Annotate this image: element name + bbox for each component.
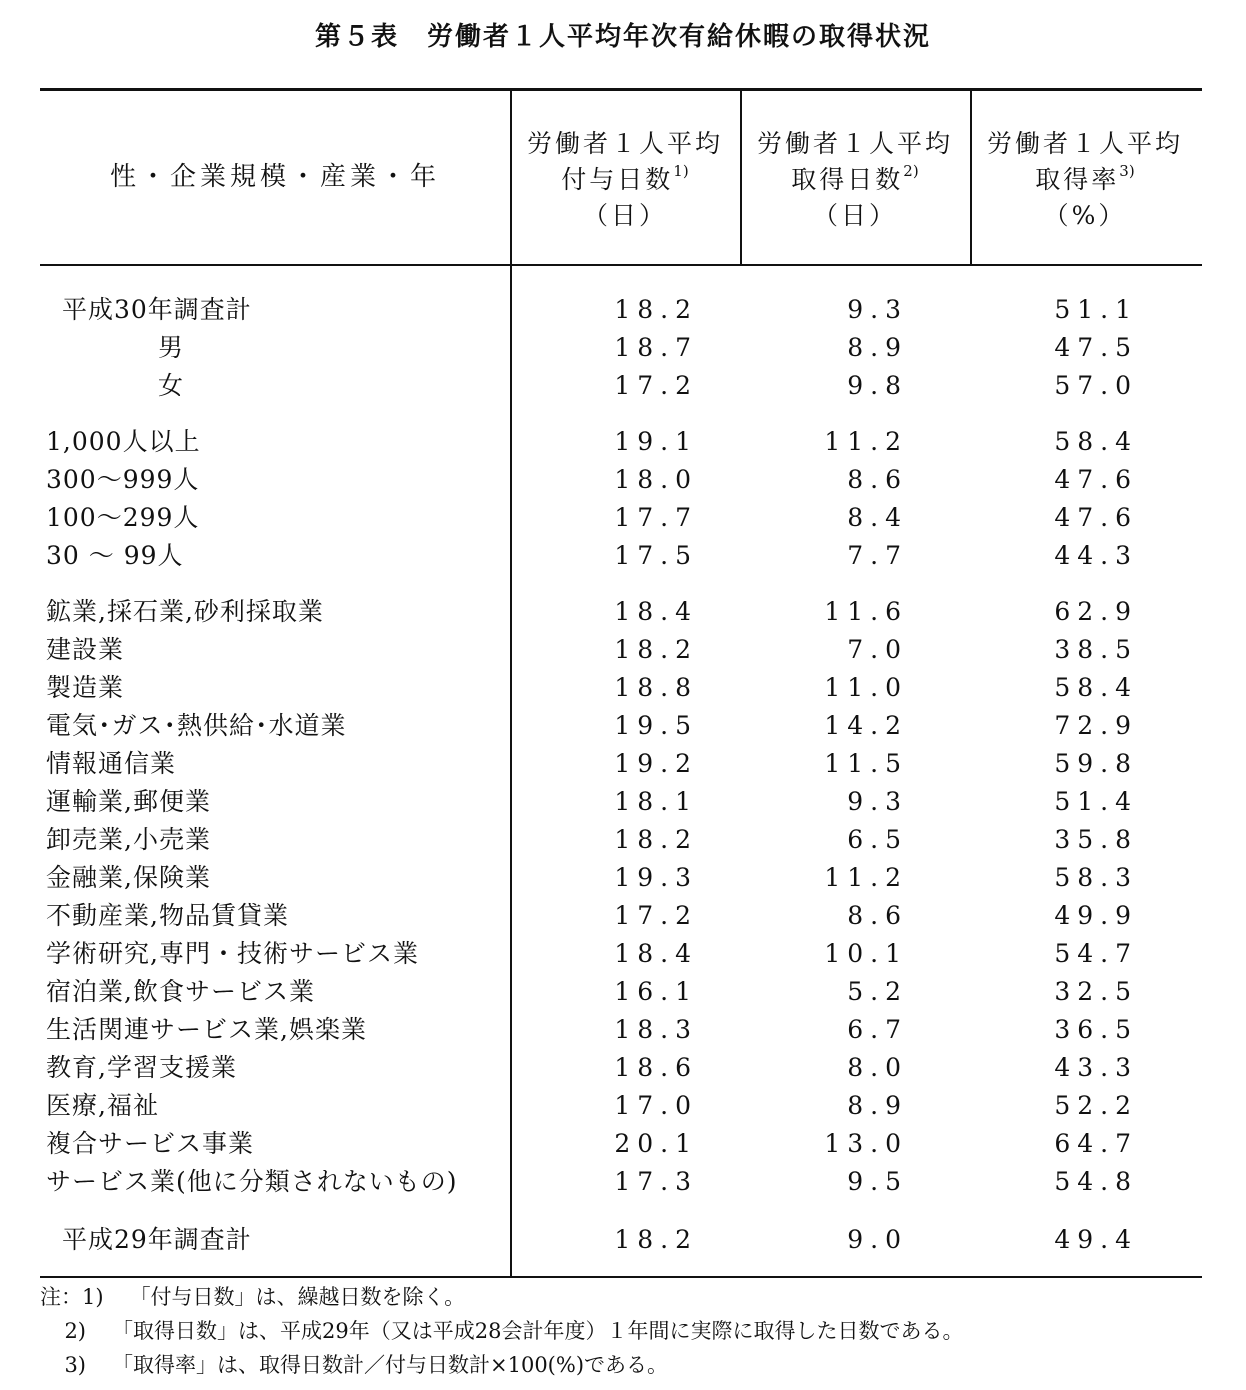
row-label: 100～299人	[46, 503, 200, 532]
granted-days-cell: 19.3	[614, 863, 698, 892]
take-rate-cell: 52.2	[1054, 1091, 1138, 1120]
table-row	[40, 860, 1202, 896]
header-rule	[40, 264, 1202, 266]
footnote-mark: 2)	[903, 162, 919, 180]
footnote-3	[40, 1348, 963, 1382]
table-row	[40, 1012, 1202, 1048]
granted-days-cell: 16.1	[614, 977, 698, 1006]
row-label: 学術研究,専門・技術サービス業	[46, 939, 419, 968]
row-label: 金融業,保険業	[46, 863, 211, 892]
row-label: 300～999人	[46, 465, 200, 494]
footnote-mark: 1)	[673, 162, 689, 180]
granted-days-cell: 17.2	[614, 901, 698, 930]
row-label: 生活関連サービス業,娯楽業	[46, 1015, 367, 1044]
taken-days-cell: 8.4	[847, 503, 908, 532]
table-row	[40, 898, 1202, 934]
row-label: 男	[158, 333, 185, 362]
take-rate-cell: 57.0	[1054, 371, 1138, 400]
table-row	[40, 936, 1202, 972]
take-rate-cell: 32.5	[1054, 977, 1138, 1006]
taken-days-cell: 8.0	[847, 1053, 908, 1082]
footnote-number: 2)	[64, 1319, 86, 1343]
taken-days-cell: 8.9	[847, 1091, 908, 1120]
take-rate-cell: 36.5	[1054, 1015, 1138, 1044]
row-label: 建設業	[46, 635, 125, 664]
taken-days-cell: 13.0	[824, 1129, 908, 1158]
table-row	[40, 1126, 1202, 1162]
table-title: 第５表 労働者１人平均年次有給休暇の取得状況	[314, 22, 931, 52]
take-rate-cell: 58.4	[1054, 673, 1138, 702]
table-row	[40, 330, 1202, 366]
row-label: 30 ～ 99人	[46, 541, 184, 570]
column-header-unit: （日）	[582, 201, 667, 230]
row-label: 平成30年調査計	[62, 295, 252, 324]
take-rate-cell: 51.1	[1054, 295, 1138, 324]
table-row	[40, 500, 1202, 536]
granted-days-cell: 18.7	[614, 333, 698, 362]
take-rate-cell: 54.7	[1054, 939, 1138, 968]
granted-days-cell: 18.6	[614, 1053, 698, 1082]
take-rate-cell: 43.3	[1054, 1053, 1138, 1082]
footnote-number: 注：1)	[40, 1285, 104, 1309]
take-rate-cell: 59.8	[1054, 749, 1138, 778]
row-label: 平成29年調査計	[62, 1225, 252, 1254]
footnote-1	[40, 1280, 963, 1314]
granted-days-cell: 18.2	[614, 295, 698, 324]
taken-days-cell: 11.2	[824, 863, 908, 892]
granted-days-cell: 18.2	[614, 635, 698, 664]
taken-days-cell: 7.7	[847, 541, 908, 570]
table-row	[40, 746, 1202, 782]
column-header-line1: 労働者１人平均	[526, 129, 723, 158]
footnote-2	[40, 1314, 963, 1348]
table-row	[40, 822, 1202, 858]
stub-header: 性・企業規模・産業・年	[109, 162, 440, 192]
table-row	[40, 462, 1202, 498]
row-label: 不動産業,物品賃貸業	[46, 901, 289, 930]
column-header-line2: 付与日数$^{1)}$	[561, 162, 689, 194]
column-header-line1: 労働者１人平均	[986, 129, 1183, 158]
row-label: 情報通信業	[46, 749, 177, 778]
row-label: 製造業	[46, 673, 125, 702]
taken-days-cell: 9.8	[847, 371, 908, 400]
take-rate-cell: 44.3	[1054, 541, 1138, 570]
granted-days-cell: 19.5	[614, 711, 698, 740]
column-header-granted-days	[510, 126, 740, 234]
table-bottom-rule	[40, 1276, 1202, 1278]
table-top-rule	[40, 88, 1202, 91]
table-row	[40, 538, 1202, 574]
taken-days-cell: 11.0	[824, 673, 908, 702]
column-header-line2: 取得率$^{3)}$	[1035, 162, 1135, 194]
table-row	[40, 368, 1202, 404]
table-row	[40, 784, 1202, 820]
take-rate-cell: 47.6	[1054, 465, 1138, 494]
table-row	[40, 1164, 1202, 1200]
footnotes	[40, 1280, 963, 1382]
granted-days-cell: 18.3	[614, 1015, 698, 1044]
granted-days-cell: 19.2	[614, 749, 698, 778]
granted-days-cell: 18.0	[614, 465, 698, 494]
taken-days-cell: 11.5	[824, 749, 908, 778]
granted-days-cell: 17.3	[614, 1167, 698, 1196]
take-rate-cell: 62.9	[1054, 597, 1138, 626]
taken-days-cell: 11.6	[824, 597, 908, 626]
take-rate-cell: 54.8	[1054, 1167, 1138, 1196]
take-rate-cell: 58.4	[1054, 427, 1138, 456]
row-label: 卸売業,小売業	[46, 825, 211, 854]
take-rate-cell: 35.8	[1054, 825, 1138, 854]
row-label: 電気･ガス･熱供給･水道業	[46, 711, 347, 740]
table-row	[40, 670, 1202, 706]
column-header-unit: （日）	[812, 201, 897, 230]
granted-days-cell: 18.2	[614, 825, 698, 854]
take-rate-cell: 51.4	[1054, 787, 1138, 816]
granted-days-cell: 17.2	[614, 371, 698, 400]
table-row	[40, 1222, 1202, 1258]
taken-days-cell: 9.3	[847, 787, 908, 816]
granted-days-cell: 18.2	[614, 1225, 698, 1254]
data-table	[40, 88, 1202, 1278]
taken-days-cell: 8.9	[847, 333, 908, 362]
column-header-line1: 労働者１人平均	[756, 129, 953, 158]
footnote-text: 「取得率」は、取得日数計／付与日数計×100(%)である。	[112, 1353, 669, 1377]
granted-days-cell: 17.0	[614, 1091, 698, 1120]
column-header-taken-days	[740, 126, 970, 234]
table-row	[40, 594, 1202, 630]
granted-days-cell: 19.1	[614, 427, 698, 456]
table-row	[40, 708, 1202, 744]
taken-days-cell: 9.5	[847, 1167, 908, 1196]
take-rate-cell: 38.5	[1054, 635, 1138, 664]
taken-days-cell: 5.2	[847, 977, 908, 1006]
take-rate-cell: 72.9	[1054, 711, 1138, 740]
row-label: 女	[158, 371, 185, 400]
granted-days-cell: 20.1	[614, 1129, 698, 1158]
column-header-line2: 取得日数$^{2)}$	[791, 162, 919, 194]
taken-days-cell: 6.7	[847, 1015, 908, 1044]
granted-days-cell: 18.4	[614, 597, 698, 626]
granted-days-cell: 18.1	[614, 787, 698, 816]
take-rate-cell: 49.9	[1054, 901, 1138, 930]
taken-days-cell: 9.0	[847, 1225, 908, 1254]
row-label: サービス業(他に分類されないもの)	[46, 1167, 458, 1196]
table-row	[40, 632, 1202, 668]
table-row	[40, 1050, 1202, 1086]
take-rate-cell: 47.5	[1054, 333, 1138, 362]
table-row	[40, 974, 1202, 1010]
row-label: 運輸業,郵便業	[46, 787, 211, 816]
column-header-take-rate	[970, 126, 1200, 234]
taken-days-cell: 8.6	[847, 901, 908, 930]
row-label: 医療,福祉	[46, 1091, 159, 1120]
taken-days-cell: 7.0	[847, 635, 908, 664]
taken-days-cell: 8.6	[847, 465, 908, 494]
taken-days-cell: 10.1	[824, 939, 908, 968]
take-rate-cell: 49.4	[1054, 1225, 1138, 1254]
taken-days-cell: 9.3	[847, 295, 908, 324]
take-rate-cell: 47.6	[1054, 503, 1138, 532]
row-label: 1,000人以上	[46, 427, 201, 456]
footnote-number: 3)	[64, 1353, 86, 1377]
table-row	[40, 1088, 1202, 1124]
granted-days-cell: 17.7	[614, 503, 698, 532]
footnote-text: 「付与日数」は、繰越日数を除く。	[129, 1285, 466, 1309]
taken-days-cell: 6.5	[847, 825, 908, 854]
row-label: 鉱業,採石業,砂利採取業	[46, 597, 324, 626]
take-rate-cell: 64.7	[1054, 1129, 1138, 1158]
granted-days-cell: 18.4	[614, 939, 698, 968]
footnote-text: 「取得日数」は、平成29年（又は平成28会計年度）１年間に実際に取得した日数である。	[112, 1319, 964, 1343]
footnote-mark: 3)	[1119, 162, 1135, 180]
table-row	[40, 292, 1202, 328]
table-row	[40, 424, 1202, 460]
column-header-unit: （%）	[1043, 201, 1127, 230]
take-rate-cell: 58.3	[1054, 863, 1138, 892]
granted-days-cell: 17.5	[614, 541, 698, 570]
row-label: 宿泊業,飲食サービス業	[46, 977, 315, 1006]
row-label: 複合サービス事業	[46, 1129, 255, 1158]
taken-days-cell: 11.2	[824, 427, 908, 456]
row-label: 教育,学習支援業	[46, 1053, 237, 1082]
taken-days-cell: 14.2	[824, 711, 908, 740]
granted-days-cell: 18.8	[614, 673, 698, 702]
